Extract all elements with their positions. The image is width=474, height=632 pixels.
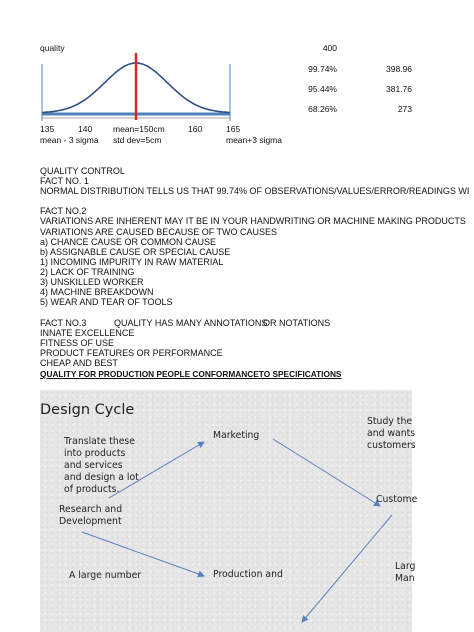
table-value-cell: 273 — [397, 104, 412, 114]
x-sub-label: std dev=5cm — [113, 135, 162, 145]
normal-distribution-chart — [0, 0, 300, 130]
x-sub-label: mean - 3 sigma — [40, 135, 99, 145]
table-value-cell: 381.76 — [386, 84, 412, 94]
text-line: 2) LACK OF TRAINING — [40, 266, 135, 277]
research-line: Development — [59, 516, 122, 527]
translate-line: and services — [64, 460, 123, 471]
text-line — [40, 196, 469, 206]
large-right-line: Man — [395, 573, 415, 584]
study-line: and wants — [367, 428, 416, 439]
text-line: 5) WEAR AND TEAR OF TOOLS — [40, 297, 173, 308]
x-sub-label: mean+3 sigma — [226, 135, 282, 145]
fact3-item: FITNESS OF USE — [40, 338, 115, 349]
table-pct-cell: 68.26% — [308, 104, 337, 114]
x-tick-label: 140 — [78, 124, 93, 134]
text-line: VARIATIONS ARE INHERENT MAY IT BE IN YOUR HANDWRITING OR MACHINE MAKING PRODUCTS — [40, 216, 466, 227]
fact3-label: FACT NO.3 — [40, 318, 87, 328]
large-right-line: Larg — [395, 561, 416, 572]
fact3-item: INNATE EXCELLENCE — [40, 328, 135, 338]
text-line: FACT NO.2 — [40, 206, 87, 217]
customer-label: Custome — [376, 494, 418, 505]
table-value-cell: 398.96 — [386, 64, 412, 74]
fact3-right: OR NOTATIONS — [263, 318, 331, 328]
production-definition: QUALITY FOR PRODUCTION PEOPLE CONFORMANCETO SPECIFICATIONS — [40, 369, 342, 379]
large-number-label: A large number — [69, 570, 142, 581]
table-header: 400 — [322, 43, 337, 53]
fact3-item: PRODUCT FEATURES OR PERFORMANCE — [40, 348, 223, 359]
translate-line: and design a lot — [64, 472, 139, 483]
diagram-title: Design Cycle — [40, 402, 135, 418]
text-line: 4) MACHINE BREAKDOWN — [40, 287, 154, 298]
table-pct-cell: 95.44% — [308, 84, 337, 94]
marketing-label: Marketing — [213, 430, 260, 441]
fact3-item: CHEAP AND BEST — [40, 358, 118, 369]
research-label — [59, 504, 122, 528]
research-line: Research and — [59, 504, 123, 515]
translate-label — [64, 436, 139, 496]
study-label — [367, 416, 416, 452]
text-line: VARIATIONS ARE CAUSED BECAUSE OF TWO CAUSES — [40, 226, 278, 237]
notes-text — [40, 166, 469, 307]
x-tick-label: 135 — [40, 124, 55, 134]
text-line: FACT NO. 1 — [40, 176, 89, 187]
text-line: QUALITY CONTROL — [40, 166, 125, 176]
text-line: NORMAL DISTRIBUTION TELLS US THAT 99.74% OF OBSERVATIONS/VALUES/ERROR/READINGS WI — [40, 186, 470, 197]
study-line: Study the — [367, 416, 413, 427]
fact3-list — [40, 328, 223, 368]
x-tick-label: 165 — [226, 124, 241, 134]
legend-label: quality — [40, 43, 65, 53]
production-label: Production and — [213, 569, 283, 580]
text-line: 3) UNSKILLED WORKER — [40, 277, 144, 288]
fact3-mid: QUALITY HAS MANY ANNOTATIONS — [114, 318, 268, 328]
x-tick-label: 160 — [188, 124, 203, 134]
study-line: customers — [367, 440, 416, 451]
translate-line: of products. — [64, 484, 120, 495]
design-cycle-diagram — [40, 390, 418, 632]
table-pct-cell: 99.74% — [308, 64, 337, 74]
translate-line: Translate these — [64, 436, 135, 447]
large-right-label — [395, 561, 415, 585]
text-line: 1) INCOMING IMPURITY IN RAW MATERIAL — [40, 256, 224, 267]
translate-line: into products — [64, 448, 126, 459]
arrow-to-customer — [273, 439, 380, 506]
text-line: a) CHANCE CAUSE OR COMMON CAUSE — [40, 236, 217, 247]
arrow-from-customer — [302, 515, 392, 622]
text-line: b) ASSIGNABLE CAUSE OR SPECIAL CAUSE — [40, 246, 231, 257]
x-tick-label: mean=150cm — [113, 124, 165, 134]
